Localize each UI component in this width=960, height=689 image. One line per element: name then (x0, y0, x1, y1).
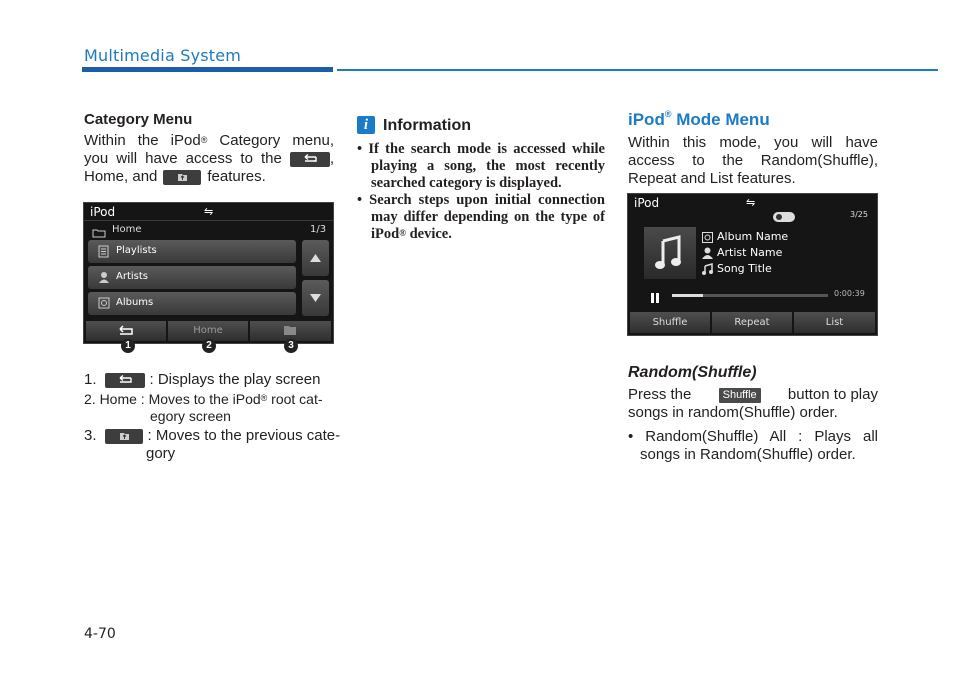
registered-mark: ® (260, 393, 268, 403)
callout-2: 2 (202, 339, 216, 353)
bullet-text: playing a song, the most recently (371, 158, 605, 174)
list-item-2 (84, 391, 336, 425)
list-text: gory (146, 445, 176, 462)
intro-text: Category menu, (207, 132, 335, 149)
intro-line-2 (84, 150, 334, 168)
album-icon (702, 232, 713, 243)
previous-category-button[interactable] (250, 321, 331, 341)
registered-mark: ® (399, 228, 406, 238)
bullet-text: device. (405, 226, 452, 242)
progress-fill (672, 294, 703, 297)
ipod-play-screen (627, 193, 878, 336)
scroll-up-button[interactable] (302, 240, 329, 276)
folder-label: Home (112, 224, 142, 235)
previous-category-key-icon (163, 170, 201, 185)
list-text: : Displays the play screen (149, 371, 321, 388)
page-number: 4-70 (84, 626, 116, 642)
random-shuffle-heading: Random(Shuffle) (628, 364, 757, 381)
artist-icon (98, 271, 110, 284)
shuffle-text: button to play (787, 386, 878, 403)
intro-text: Repeat and List features. (628, 170, 796, 187)
usb-icon: ⇋ (746, 197, 756, 209)
list-text: : Moves to the previous cate- (147, 427, 341, 444)
progress-track[interactable] (672, 294, 828, 297)
bullet-text: • If the search mode is accessed while (357, 141, 605, 157)
repeat-button[interactable]: Repeat (712, 312, 792, 333)
category-menu-screen (83, 202, 334, 344)
back-key-icon (105, 373, 145, 388)
arrow-up-icon (302, 240, 329, 276)
callout-3: 3 (284, 339, 298, 353)
repeat-mode-icon (773, 212, 795, 222)
intro-line-1 (84, 132, 334, 150)
back-arrow-icon (86, 321, 166, 341)
intro-text: you will have access to the (84, 150, 282, 167)
arrow-down-icon (302, 280, 329, 316)
intro-line-3 (84, 168, 334, 186)
list-number: 1. (84, 371, 97, 388)
list-item-label: Playlists (116, 245, 157, 256)
album-art (644, 227, 696, 279)
music-note-icon (644, 227, 696, 279)
shuffle-bullet: • Random(Shuffle) All : Plays all (628, 428, 878, 445)
bullet-text: may differ depending on the type of (371, 209, 605, 225)
section-title: Multimedia System (84, 46, 242, 65)
list-text: root cat- (267, 391, 323, 407)
pause-button[interactable] (650, 290, 660, 308)
category-intro (84, 132, 334, 186)
song-title: Song Title (717, 262, 772, 275)
bullet-text: searched category is displayed. (371, 175, 562, 191)
registered-mark: ® (200, 135, 208, 145)
list-item-label: Artists (116, 271, 148, 282)
shuffle-text: Press the (628, 386, 692, 403)
shuffle-button[interactable]: Shuffle (630, 312, 710, 333)
intro-text: features. (207, 168, 266, 185)
list-text: 2. Home : Moves to the iPod (84, 391, 261, 407)
folder-up-icon (250, 321, 331, 341)
home-button[interactable]: Home (168, 321, 248, 341)
callout-1: 1 (121, 339, 135, 353)
ipod-mode-intro (628, 134, 878, 188)
page-indicator: 1/3 (310, 224, 327, 235)
heading-text: Mode Menu (671, 110, 770, 129)
heading-text: iPod (628, 110, 665, 129)
screen-title: iPod (634, 196, 660, 210)
artist-name: Artist Name (717, 246, 783, 259)
bullet-text: • Search steps upon initial connection (357, 192, 605, 208)
bullet-text: iPod (371, 226, 400, 242)
header-rule-light (337, 69, 938, 71)
shuffle-key-icon: Shuffle (719, 388, 761, 403)
information-heading: Information (383, 117, 471, 134)
title-divider (84, 220, 333, 221)
list-item-3 (84, 427, 340, 463)
intro-text: , (329, 150, 334, 167)
intro-text: access to the Random(Shuffle), (628, 152, 878, 169)
list-item-albums[interactable] (88, 292, 296, 315)
ipod-mode-menu-heading (628, 110, 770, 130)
category-menu-heading: Category Menu (84, 111, 193, 128)
track-counter: 3/25 (850, 210, 868, 219)
song-icon (702, 263, 713, 275)
elapsed-time: 0:00:39 (834, 289, 865, 298)
folder-icon (92, 225, 106, 235)
list-item-label: Albums (116, 297, 154, 308)
list-button[interactable]: List (794, 312, 875, 333)
intro-text: Within this mode, you will have (628, 134, 878, 151)
shuffle-bullet: songs in Random(Shuffle) order. (640, 446, 856, 463)
intro-text: Within the iPod (84, 132, 201, 149)
album-name: Album Name (717, 230, 789, 243)
shuffle-text: songs in random(Shuffle) order. (628, 404, 838, 421)
playlist-icon (98, 245, 110, 258)
scroll-down-button[interactable] (302, 280, 329, 316)
list-number: 3. (84, 427, 97, 444)
screen-title: iPod (90, 205, 116, 219)
information-bullets (357, 141, 605, 243)
intro-text: Home, and (84, 168, 158, 185)
back-key-icon (290, 152, 330, 167)
list-text: egory screen (150, 408, 231, 424)
list-item-playlists[interactable] (88, 240, 296, 263)
usb-icon: ⇋ (204, 206, 214, 218)
list-item-artists[interactable] (88, 266, 296, 289)
registered-mark: ® (664, 109, 672, 119)
pause-icon (650, 293, 660, 303)
info-icon: i (357, 116, 375, 134)
previous-category-key-icon (105, 429, 143, 444)
shuffle-description (628, 386, 878, 464)
header-rule-dark (82, 67, 333, 72)
artist-icon (702, 247, 713, 259)
back-button[interactable] (86, 321, 166, 341)
list-item-1 (84, 371, 320, 389)
album-icon (98, 297, 110, 310)
